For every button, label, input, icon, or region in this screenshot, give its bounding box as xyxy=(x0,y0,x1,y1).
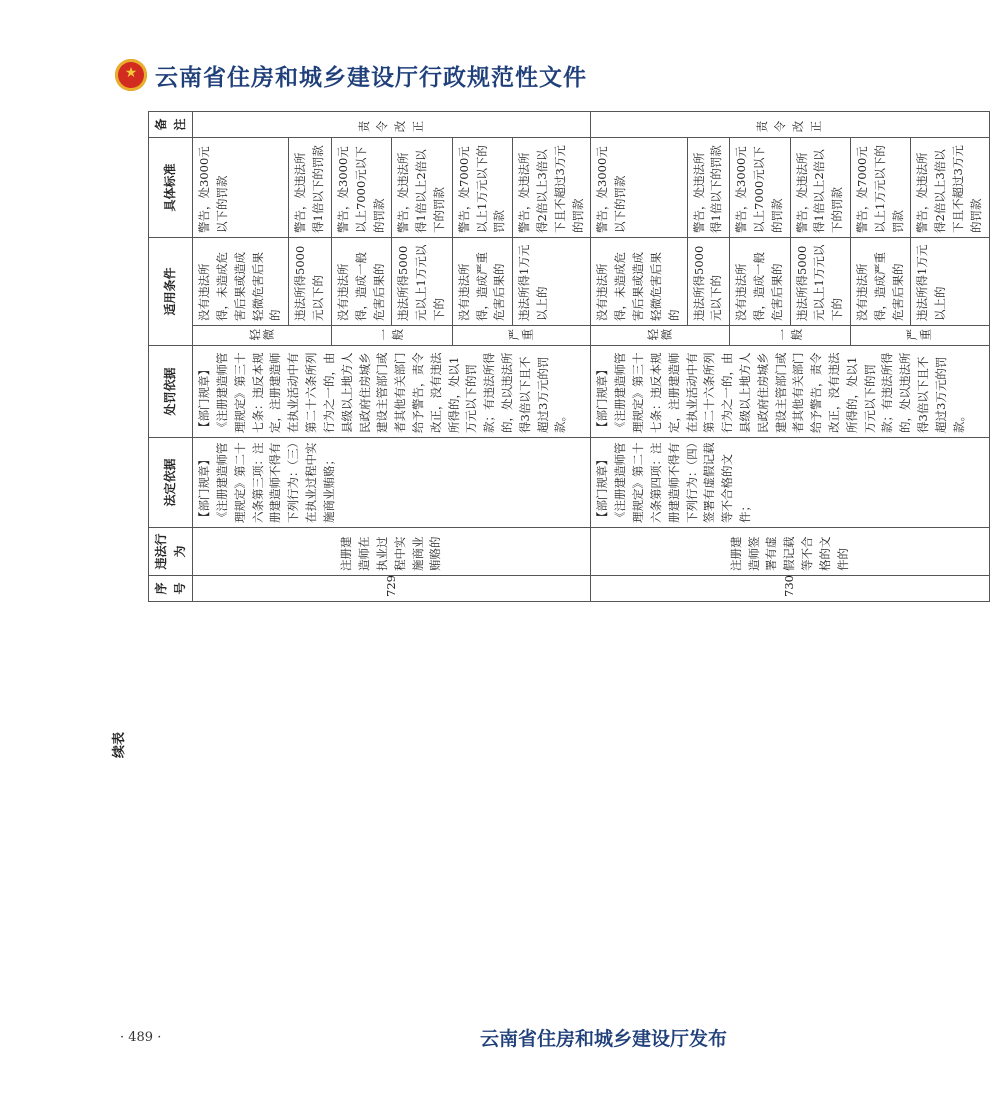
severity-level: 轻微 xyxy=(591,326,730,346)
penalty-standard: 警告，处违法所得2倍以上3倍以下且不超过3万元的罚款 xyxy=(513,137,591,237)
row-number: 729 xyxy=(193,576,591,602)
penalty-table-wrapper xyxy=(148,112,983,602)
applicable-condition: 没有违法所得，未造成危害后果或造成轻微危害后果的 xyxy=(193,237,289,325)
applicable-condition: 违法所得5000元以下的 xyxy=(289,237,332,325)
penalty-standard: 警告，处违法所得1倍以上2倍以下的罚款 xyxy=(790,137,850,237)
remark: 责令改正 xyxy=(193,111,591,137)
table-row xyxy=(193,111,289,601)
severity-level: 严重 xyxy=(851,326,990,346)
violation-act: 注册建造师在执业过程中实施商业贿赂的 xyxy=(193,528,591,576)
page-number: · 489 · xyxy=(120,1030,162,1045)
applicable-condition: 没有违法所得，未造成危害后果或造成轻微危害后果的 xyxy=(591,237,687,325)
remark: 责令改正 xyxy=(591,111,989,137)
severity-level: 严重 xyxy=(452,326,591,346)
header-note: 备注 xyxy=(149,111,193,137)
penalty-standard: 警告，处违法所得1倍以下的罚款 xyxy=(289,137,332,237)
applicable-condition: 违法所得5000元以上1万元以下的 xyxy=(790,237,850,325)
penalty-standard-table xyxy=(148,111,990,602)
severity-level: 一般 xyxy=(331,326,452,346)
penalty-standard: 警告，处3000元以下的罚款 xyxy=(591,137,687,237)
table-row xyxy=(591,111,687,601)
footer-publisher: 云南省住房和城乡建设厅发布 xyxy=(480,1028,728,1050)
severity-level: 一般 xyxy=(730,326,851,346)
header-cond: 适用条件 xyxy=(149,237,193,345)
penalty-standard: 警告，处3000元以上7000元以下的罚款 xyxy=(331,137,391,237)
penalty-standard: 警告，处7000元以上1万元以下的罚款 xyxy=(851,137,911,237)
penalty-standard: 警告，处7000元以上1万元以下的罚款 xyxy=(452,137,512,237)
violation-act: 注册建造师签署有虚假记载等不合格的文件的 xyxy=(591,528,989,576)
applicable-condition: 违法所得5000元以上1万元以下的 xyxy=(392,237,452,325)
severity-level: 轻微 xyxy=(193,326,332,346)
penalty-standard: 警告，处3000元以下的罚款 xyxy=(193,137,289,237)
header-std: 具体标准 xyxy=(149,137,193,237)
penalty-basis: 【部门规章】《注册建造师管理规定》第三十七条：违反本规定，注册建造师在执业活动中有第二十六条所列行为之一的，由县级以上地方人民政府住房城乡建设主管部门或者其他有关部门给予警告，责令改正，没有违法所得的，处以1万元以下的罚款；有违法所得的，处以违法所得3倍以下且不超过3万元的罚款。 xyxy=(193,346,591,438)
page-header xyxy=(115,58,587,92)
header-no: 序号 xyxy=(149,576,193,602)
applicable-condition: 没有违法所得，造成严重危害后果的 xyxy=(851,237,911,325)
header-basis: 处罚依据 xyxy=(149,346,193,438)
applicable-condition: 违法所得1万元以上的 xyxy=(911,237,989,325)
applicable-condition: 违法所得5000元以下的 xyxy=(687,237,730,325)
applicable-condition: 没有违法所得，造成一般危害后果的 xyxy=(730,237,790,325)
document-title: 云南省住房和城乡建设厅行政规范性文件 xyxy=(155,64,587,91)
penalty-standard: 警告，处违法所得2倍以上3倍以下且不超过3万元的罚款 xyxy=(911,137,989,237)
applicable-condition: 违法所得1万元以上的 xyxy=(513,237,591,325)
continued-label: 续表 xyxy=(112,731,127,758)
row-number: 730 xyxy=(591,576,989,602)
applicable-condition: 没有违法所得，造成严重危害后果的 xyxy=(452,237,512,325)
header-act: 违法行为 xyxy=(149,528,193,576)
penalty-basis: 【部门规章】《注册建造师管理规定》第三十七条：违反本规定，注册建造师在执业活动中有第二十六条所列行为之一的，由县级以上地方人民政府住房城乡建设主管部门或者其他有关部门给予警告，责令改正，没有违法所得的，处以1万元以下的罚款；有违法所得的，处以违法所得3倍以下且不超过3万元的罚款。 xyxy=(591,346,989,438)
penalty-standard: 警告，处违法所得1倍以上2倍以下的罚款 xyxy=(392,137,452,237)
penalty-standard: 警告，处违法所得1倍以下的罚款 xyxy=(687,137,730,237)
national-emblem-icon xyxy=(115,59,147,91)
legal-basis: 【部门规章】《注册建造师管理规定》第二十六条第四项：注册建造师不得有下列行为：（四）签署有虚假记载等不合格的文件； xyxy=(591,438,989,528)
applicable-condition: 没有违法所得，造成一般危害后果的 xyxy=(331,237,391,325)
legal-basis: 【部门规章】《注册建造师管理规定》第二十六条第三项：注册建造师不得有下列行为：（三）在执业过程中实施商业贿赂； xyxy=(193,438,591,528)
penalty-standard: 警告，处3000元以上7000元以下的罚款 xyxy=(730,137,790,237)
header-legal: 法定依据 xyxy=(149,438,193,528)
